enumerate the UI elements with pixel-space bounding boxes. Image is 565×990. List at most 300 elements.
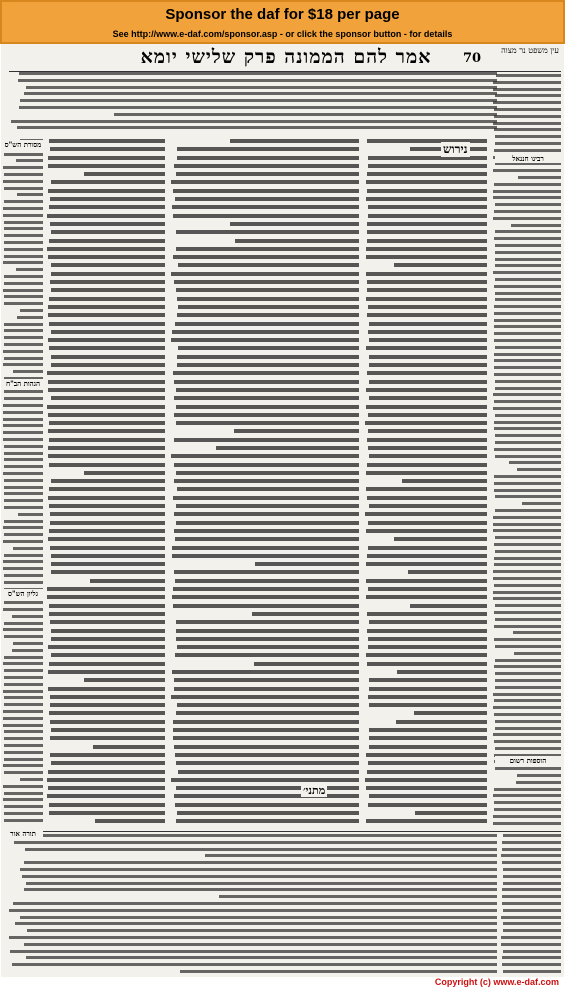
text-line	[173, 255, 359, 259]
text-line	[178, 346, 360, 350]
text-line	[368, 446, 487, 450]
text-line	[367, 313, 487, 317]
text-line	[51, 479, 165, 483]
text-line	[501, 854, 561, 857]
text-line	[176, 230, 359, 234]
text-line	[493, 271, 561, 274]
text-line	[49, 297, 165, 301]
text-line	[177, 156, 359, 160]
text-line	[495, 94, 561, 97]
text-line	[495, 278, 561, 281]
text-line	[493, 693, 561, 696]
text-line	[50, 512, 165, 516]
top-divider	[9, 71, 561, 72]
text-line	[4, 295, 43, 298]
text-line	[368, 413, 487, 417]
text-line	[176, 637, 359, 641]
text-line	[51, 653, 165, 657]
text-line	[17, 316, 43, 319]
text-line	[26, 86, 497, 89]
text-line	[494, 448, 561, 451]
text-line	[24, 861, 497, 864]
text-line	[17, 193, 43, 196]
text-line	[368, 695, 487, 699]
text-line	[90, 579, 165, 583]
text-line	[494, 108, 561, 111]
masoret-side-label: מסורת הש"ס	[4, 140, 42, 149]
text-line	[4, 302, 43, 305]
text-line	[366, 471, 487, 475]
text-line	[495, 258, 561, 261]
text-line	[494, 210, 561, 213]
text-line	[3, 207, 43, 210]
text-line	[48, 156, 165, 160]
text-line	[495, 251, 561, 254]
text-line	[3, 166, 43, 169]
text-line	[12, 649, 43, 652]
text-line	[13, 370, 43, 373]
text-line	[173, 189, 359, 193]
text-line	[495, 509, 561, 512]
text-line	[93, 745, 165, 749]
text-line	[494, 713, 561, 716]
text-line	[51, 761, 165, 765]
ein-mishpat-label: עין משפט נר מצוה	[501, 46, 559, 55]
text-line	[48, 687, 165, 691]
text-line	[4, 492, 43, 495]
text-line	[51, 288, 165, 292]
text-line	[493, 523, 561, 526]
text-line	[366, 579, 487, 583]
text-line	[48, 255, 165, 259]
text-line	[4, 241, 43, 244]
text-line	[368, 645, 487, 649]
text-line	[3, 628, 43, 631]
text-line	[13, 547, 43, 550]
text-line	[20, 778, 43, 781]
text-line	[493, 529, 561, 532]
sponsor-banner[interactable]	[0, 0, 565, 44]
text-line	[366, 562, 487, 566]
text-line	[493, 122, 561, 125]
text-line	[502, 963, 561, 966]
text-line	[3, 567, 43, 570]
text-line	[20, 309, 43, 312]
text-line	[367, 280, 488, 284]
text-line	[176, 711, 359, 715]
text-line	[493, 822, 561, 825]
text-line	[495, 414, 561, 417]
text-line	[369, 363, 487, 367]
text-line	[493, 597, 561, 600]
text-line	[51, 180, 165, 184]
text-line	[4, 323, 43, 326]
text-line	[494, 353, 561, 356]
text-line	[17, 834, 497, 837]
text-line	[50, 753, 165, 757]
text-line	[3, 560, 43, 563]
text-line	[368, 330, 487, 334]
text-line	[367, 172, 487, 176]
text-line	[4, 696, 43, 699]
text-line	[366, 388, 487, 392]
text-line	[50, 703, 165, 707]
bottom-commentary-block	[9, 834, 497, 979]
text-line	[368, 429, 487, 433]
text-line	[3, 526, 43, 529]
text-line	[494, 421, 561, 424]
text-line	[513, 631, 561, 634]
text-line	[3, 764, 43, 767]
text-line	[514, 652, 561, 655]
text-line	[3, 690, 43, 693]
text-line	[175, 753, 359, 757]
text-line	[495, 645, 561, 648]
text-line	[234, 429, 359, 433]
text-line	[17, 126, 497, 129]
text-line	[367, 288, 487, 292]
text-line	[3, 350, 43, 353]
text-line	[174, 687, 359, 691]
text-line	[3, 180, 43, 183]
text-line	[20, 868, 497, 871]
text-line	[502, 895, 561, 898]
text-line	[50, 620, 165, 624]
text-line	[3, 214, 43, 217]
text-line	[47, 405, 165, 409]
text-line	[49, 421, 165, 425]
text-line	[4, 758, 43, 761]
text-line	[255, 562, 359, 566]
text-line	[4, 329, 43, 332]
text-line	[494, 115, 561, 118]
text-line	[95, 819, 165, 823]
text-line	[4, 486, 43, 489]
text-line	[177, 297, 359, 301]
gemara-lines	[171, 139, 359, 829]
text-line	[494, 801, 561, 804]
text-line	[495, 767, 561, 770]
text-line	[493, 217, 561, 220]
text-line	[48, 454, 165, 458]
text-line	[495, 679, 561, 682]
text-line	[48, 645, 165, 649]
tosafot-column	[47, 139, 165, 829]
text-line	[230, 222, 359, 226]
text-line	[397, 670, 487, 674]
text-line	[50, 147, 165, 151]
text-line	[47, 214, 165, 218]
text-line	[48, 413, 165, 417]
text-line	[511, 224, 561, 227]
text-line	[368, 546, 487, 550]
text-line	[48, 388, 165, 392]
text-line	[494, 625, 561, 628]
text-line	[365, 421, 487, 425]
text-line	[174, 512, 359, 516]
text-line	[4, 227, 43, 230]
text-line	[495, 495, 561, 498]
text-line	[495, 434, 561, 437]
text-line	[4, 703, 43, 706]
text-line	[50, 197, 165, 201]
text-line	[4, 744, 43, 747]
text-line	[16, 268, 43, 271]
text-line	[503, 882, 561, 885]
text-line	[176, 421, 359, 425]
text-line	[177, 811, 359, 815]
text-line	[501, 936, 561, 939]
text-line	[369, 396, 487, 400]
text-line	[495, 550, 561, 553]
text-line	[366, 786, 487, 790]
text-line	[173, 736, 359, 740]
text-line	[13, 642, 43, 645]
text-line	[494, 584, 561, 587]
talmud-page	[1, 44, 564, 989]
text-line	[49, 438, 165, 442]
text-line	[26, 956, 497, 959]
text-line	[252, 612, 359, 616]
text-line	[172, 330, 359, 334]
text-line	[24, 92, 497, 95]
text-line	[50, 280, 165, 284]
text-line	[176, 388, 359, 392]
text-line	[368, 587, 487, 591]
text-line	[47, 595, 165, 599]
text-line	[219, 895, 497, 898]
text-line	[503, 970, 561, 973]
bottom-right-notes	[501, 834, 561, 979]
rashi-side-label: רבינו חננאל	[495, 154, 561, 163]
text-line	[367, 222, 487, 226]
text-line	[502, 888, 561, 891]
text-line	[503, 834, 561, 837]
text-line	[235, 239, 359, 243]
text-line	[503, 909, 561, 912]
text-line	[176, 761, 359, 765]
text-line	[367, 662, 487, 666]
text-line	[26, 882, 497, 885]
text-line	[4, 676, 43, 679]
text-line	[494, 319, 561, 322]
text-line	[4, 173, 43, 176]
text-line	[49, 346, 165, 350]
text-line	[493, 407, 561, 410]
text-line	[4, 771, 43, 774]
text-line	[4, 792, 43, 795]
text-line	[4, 656, 43, 659]
folio-number: 70	[463, 51, 482, 66]
text-line	[3, 418, 43, 421]
hagahot-side-label: הגהות הב"ח	[3, 379, 43, 388]
bottom-commentary-lines	[9, 834, 497, 979]
text-line	[174, 794, 359, 798]
text-line	[369, 736, 487, 740]
text-line	[49, 612, 165, 616]
text-line	[495, 455, 561, 458]
text-line	[51, 330, 165, 334]
text-line	[14, 841, 497, 844]
text-line	[509, 461, 561, 464]
text-line	[3, 785, 43, 788]
text-line	[494, 332, 561, 335]
text-line	[368, 803, 487, 807]
text-line	[366, 405, 487, 409]
text-line	[178, 305, 359, 309]
text-line	[48, 380, 165, 384]
text-line	[495, 747, 561, 750]
text-line	[494, 475, 561, 478]
text-line	[366, 529, 487, 533]
text-line	[174, 280, 359, 284]
text-line	[4, 390, 43, 393]
text-line	[517, 468, 561, 471]
text-line	[3, 438, 43, 441]
text-line	[502, 841, 561, 844]
text-line	[173, 214, 359, 218]
text-line	[177, 487, 359, 491]
text-line	[51, 554, 165, 558]
text-line	[51, 562, 165, 566]
text-line	[48, 189, 165, 193]
text-line	[369, 620, 487, 624]
text-line	[47, 247, 165, 251]
text-line	[51, 629, 165, 633]
text-line	[4, 255, 43, 258]
text-line	[47, 371, 165, 375]
text-line	[495, 244, 561, 247]
text-line	[4, 234, 43, 237]
text-line	[369, 728, 487, 732]
text-line	[177, 703, 359, 707]
text-line	[3, 608, 43, 611]
rashi-lines	[365, 139, 487, 829]
text-line	[27, 929, 497, 932]
text-line	[9, 936, 497, 939]
tosafot-top-lines	[9, 72, 497, 134]
text-line	[48, 164, 165, 168]
text-line	[15, 922, 497, 925]
sponsor-title[interactable]: Sponsor the daf for $18 per page	[165, 6, 400, 23]
text-line	[9, 909, 497, 912]
text-line	[177, 363, 359, 367]
text-line	[4, 635, 43, 638]
text-line	[51, 263, 165, 267]
text-line	[369, 355, 487, 359]
text-line	[171, 695, 359, 699]
text-line	[49, 139, 165, 143]
text-line	[4, 357, 43, 360]
text-line	[3, 424, 43, 427]
text-line	[516, 781, 561, 784]
text-line	[369, 703, 487, 707]
text-line	[48, 338, 165, 342]
text-line	[3, 411, 43, 414]
text-line	[84, 172, 165, 176]
text-line	[495, 387, 561, 390]
text-line	[176, 521, 359, 525]
text-line	[4, 751, 43, 754]
text-line	[501, 943, 561, 946]
text-line	[367, 612, 487, 616]
text-line	[49, 487, 165, 491]
text-line	[177, 355, 359, 359]
text-line	[494, 808, 561, 811]
text-line	[494, 183, 561, 186]
text-line	[495, 298, 561, 301]
text-line	[176, 819, 359, 823]
text-line	[494, 788, 561, 791]
text-line	[178, 263, 359, 267]
text-line	[51, 396, 165, 400]
text-line	[48, 537, 165, 541]
text-line	[4, 581, 43, 584]
text-line	[49, 662, 165, 666]
gemara-column	[171, 139, 359, 829]
text-line	[4, 683, 43, 686]
text-line	[47, 778, 165, 782]
running-title: אמר להם הממונה פרק שלישי יומא	[140, 46, 432, 68]
text-line	[18, 79, 497, 82]
text-line	[369, 322, 487, 326]
text-line	[3, 261, 43, 264]
text-line	[172, 670, 359, 674]
text-line	[48, 429, 165, 433]
text-line	[494, 563, 561, 566]
text-line	[366, 653, 487, 657]
text-line	[494, 312, 561, 315]
text-line	[494, 557, 562, 560]
sponsor-subtitle[interactable]: See http://www.e-daf.com/sponsor.asp - or click the sponsor button - for details	[112, 29, 453, 39]
text-line	[396, 720, 487, 724]
text-line	[394, 537, 487, 541]
rashi-column	[365, 139, 487, 829]
left-margin-column	[3, 139, 43, 829]
text-line	[368, 761, 487, 765]
text-line	[50, 546, 165, 550]
text-line	[172, 546, 359, 550]
text-line	[493, 577, 561, 580]
text-line	[49, 504, 165, 508]
text-line	[171, 454, 359, 458]
page-header	[1, 44, 564, 72]
text-line	[493, 815, 561, 818]
text-line	[174, 678, 359, 682]
text-line	[369, 338, 487, 342]
text-line	[48, 305, 165, 309]
text-line	[494, 482, 561, 485]
text-line	[494, 489, 561, 492]
text-line	[495, 727, 561, 730]
text-line	[495, 292, 561, 295]
text-line	[368, 205, 487, 209]
copyright-link[interactable]: Copyright (c) www.e-daf.com	[434, 977, 559, 987]
bottom-divider	[9, 831, 561, 832]
text-line	[48, 770, 165, 774]
text-line	[3, 662, 43, 665]
text-line	[3, 710, 43, 713]
text-line	[367, 239, 487, 243]
text-line	[494, 339, 561, 342]
text-line	[48, 313, 165, 317]
text-line	[366, 819, 487, 823]
text-line	[369, 454, 487, 458]
text-line	[367, 371, 487, 375]
text-line	[3, 798, 43, 801]
text-line	[174, 479, 359, 483]
text-line	[173, 604, 359, 608]
